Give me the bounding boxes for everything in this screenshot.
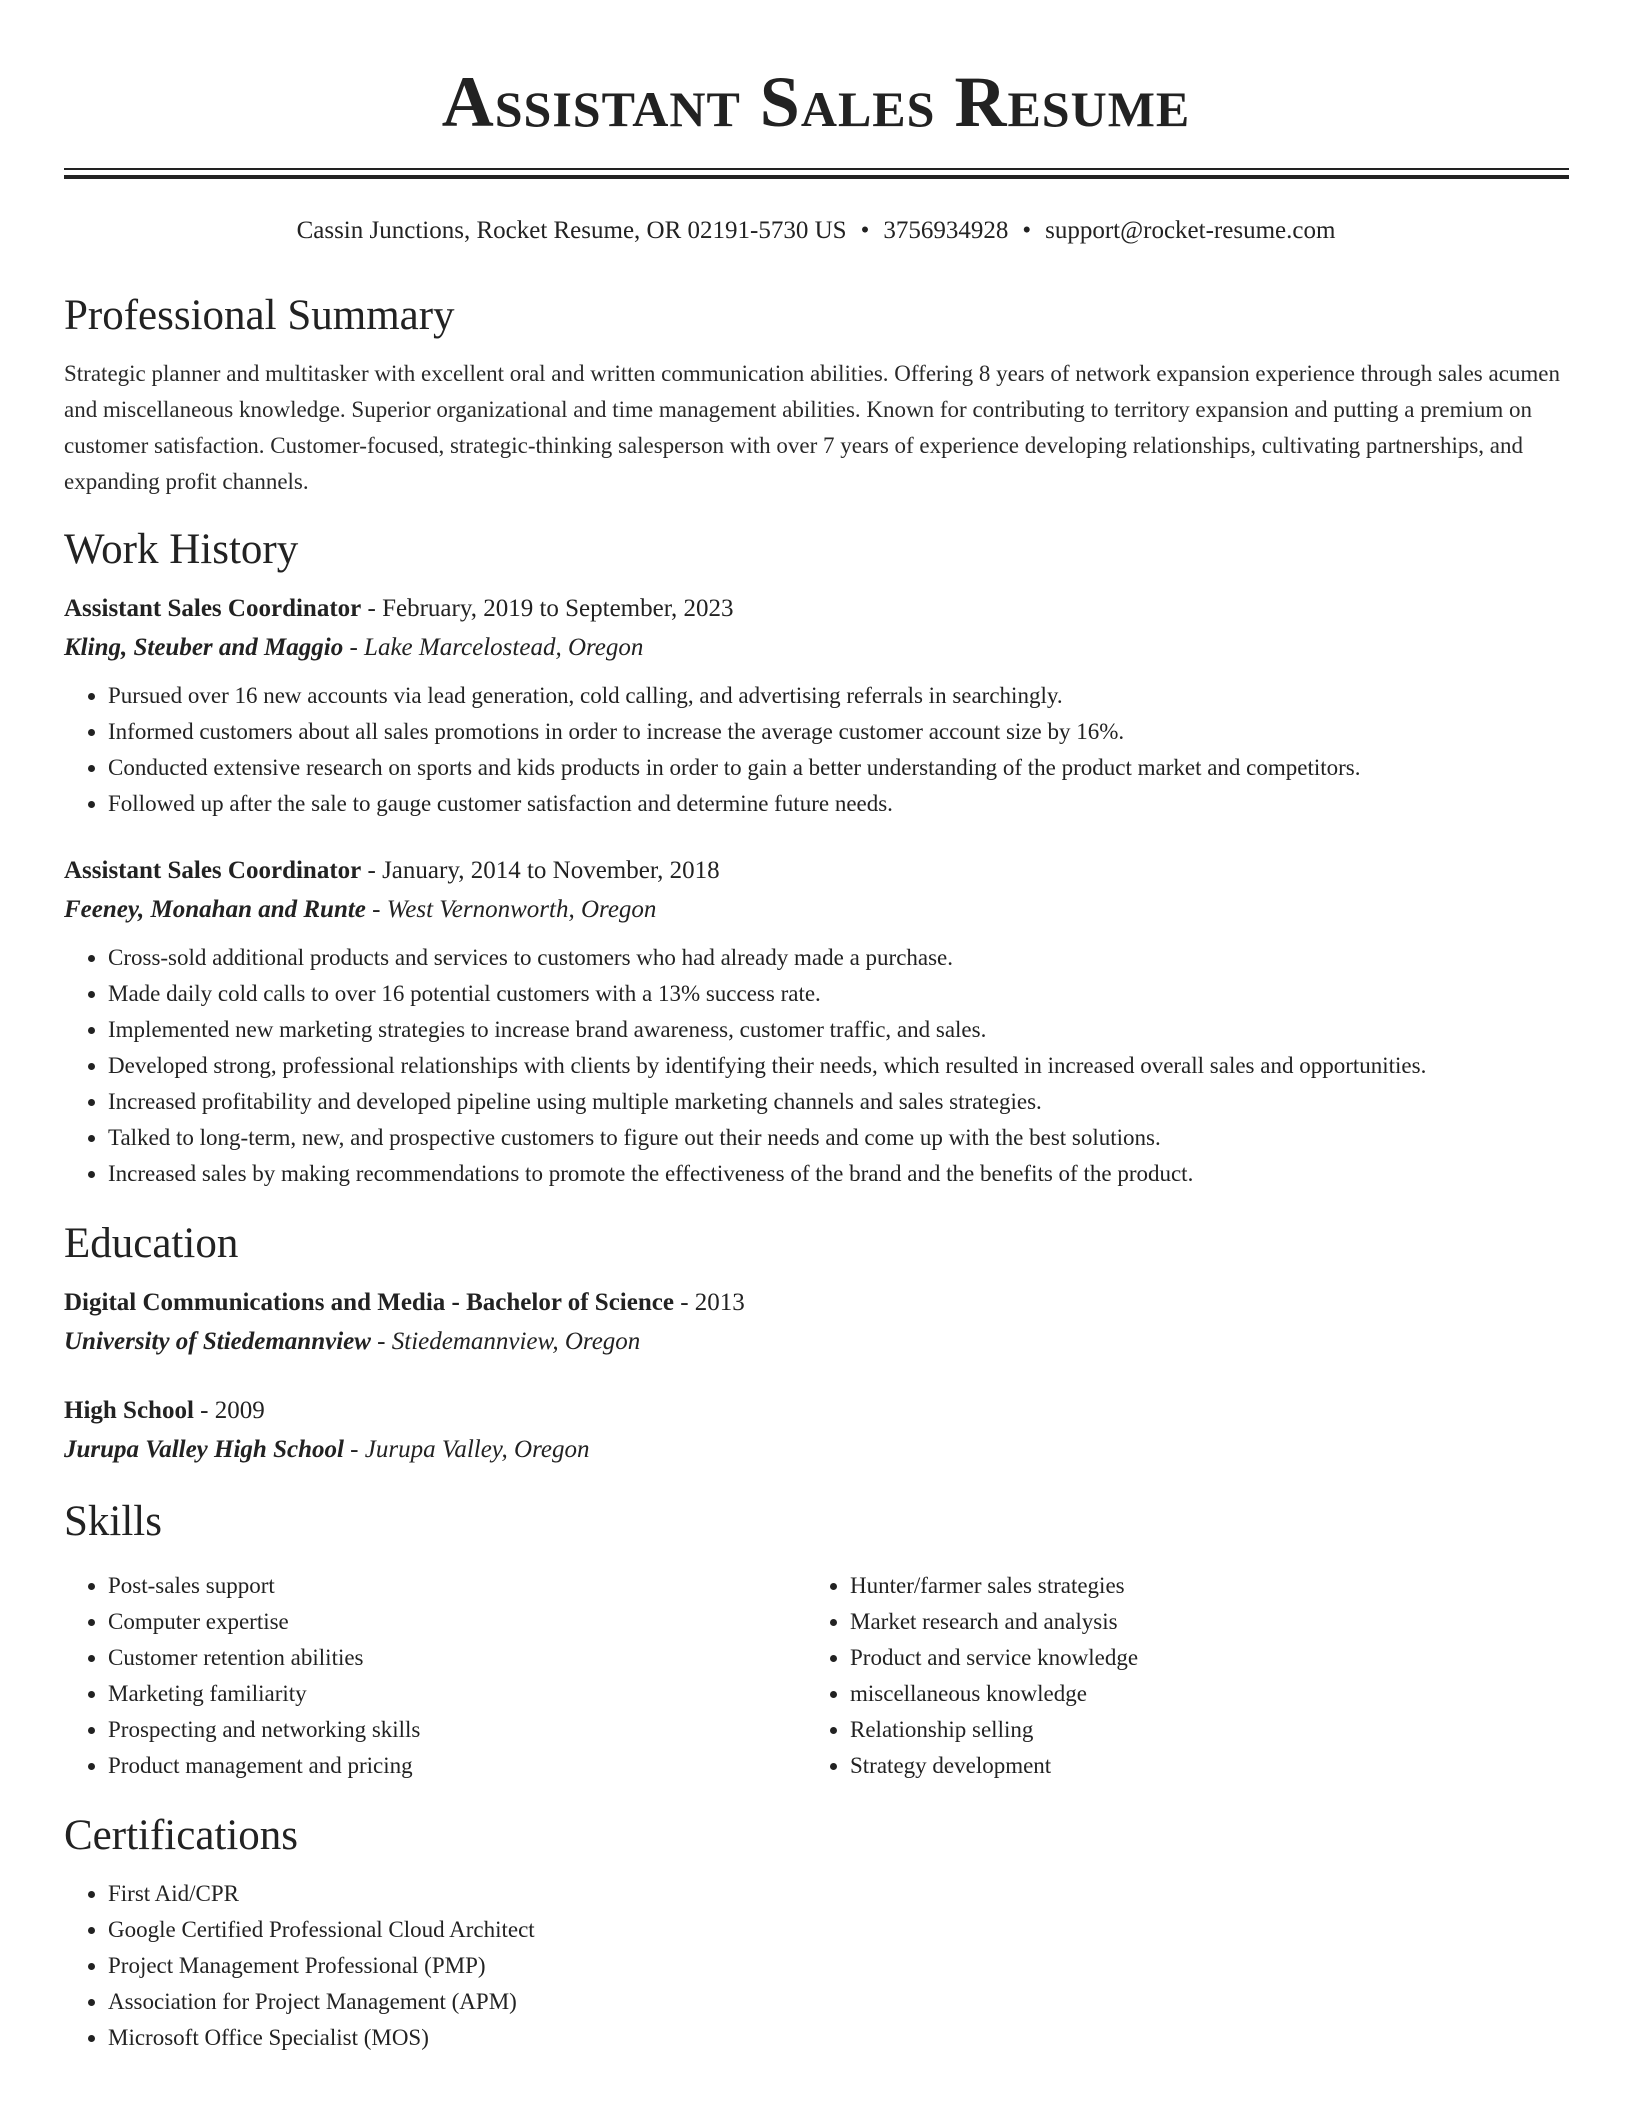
section-heading-education: Education <box>64 1220 239 1267</box>
list-item: • Followed up after the sale to gauge customer satisfaction and determine future needs. <box>108 786 1569 822</box>
education-school-line <box>64 1430 1569 1470</box>
list-item: • Project Management Professional (PMP) <box>108 1948 1569 1984</box>
job-dates: - February, 2019 to September, 2023 <box>361 595 734 622</box>
education-school: Jurupa Valley High School <box>64 1436 344 1463</box>
certifications-section <box>64 1810 1569 2056</box>
list-item: • Marketing familiarity <box>108 1676 806 1712</box>
education-location: - Stiedemannview, Oregon <box>370 1328 641 1355</box>
resume-body <box>64 290 1569 2056</box>
list-item: • Prospecting and networking skills <box>108 1712 806 1748</box>
job-dates: - January, 2014 to November, 2018 <box>361 857 720 884</box>
education-location: - Jurupa Valley, Oregon <box>343 1436 590 1463</box>
education-header <box>64 1392 1569 1430</box>
resume-title: Assistant Sales Resume <box>441 62 1191 142</box>
list-item: • Increased profitability and developed pipeline using multiple marketing channels and sales strategies. <box>108 1084 1569 1120</box>
education-degree: High School <box>64 1397 194 1424</box>
job-entry <box>64 590 1569 822</box>
list-item: • Informed customers about all sales promotions in order to increase the average customer account size by 16%. <box>108 714 1569 750</box>
contact-separator: • <box>1022 217 1032 244</box>
list-item: • Made daily cold calls to over 16 potential customers with a 13% success rate. <box>108 976 1569 1012</box>
summary-section <box>64 290 1569 500</box>
list-item: • Relationship selling <box>850 1712 1548 1748</box>
list-item: • Customer retention abilities <box>108 1640 806 1676</box>
list-item: • Conducted extensive research on sports and kids products in order to gain a better understanding of the product market and competitors. <box>108 750 1569 786</box>
section-heading-summary: Professional Summary <box>64 292 455 339</box>
list-item: • Developed strong, professional relationships with clients by identifying their needs, which resulted in increased overall sales and opportunities. <box>108 1048 1569 1084</box>
contact-address: Cassin Junctions, Rocket Resume, OR 02191-5730 US <box>296 217 847 244</box>
skills-list-left <box>64 1568 806 1784</box>
summary-text: Strategic planner and multitasker with excellent oral and written communication abilities. Offering 8 years of network expansion experience through sales acumen and miscellaneous knowledge. Superior organizational and time management abilities. Known for contributing to territory expansion and putting a premium on customer satisfaction. Customer-focused, strategic-thinking salesperson with over 7 years of experience developing relationships, cultivating partnerships, and expanding profit channels. <box>64 361 1560 494</box>
job-bullets <box>64 678 1569 822</box>
job-company: Feeney, Monahan and Runte <box>64 896 366 923</box>
list-item: • Microsoft Office Specialist (MOS) <box>108 2020 1569 2056</box>
list-item: • Talked to long-term, new, and prospective customers to figure out their needs and come up with the best solutions. <box>108 1120 1569 1156</box>
list-item: • Implemented new marketing strategies to increase brand awareness, customer traffic, and sales. <box>108 1012 1569 1048</box>
list-item: • Increased sales by making recommendations to promote the effectiveness of the brand and the benefits of the product. <box>108 1156 1569 1192</box>
education-school-line <box>64 1322 1569 1362</box>
job-bullets <box>64 940 1569 1192</box>
header-divider-thin <box>64 168 1569 170</box>
job-location: - West Vernonworth, Oregon <box>365 896 657 923</box>
job-title: Assistant Sales Coordinator <box>64 595 362 622</box>
education-degree: Digital Communications and Media - Bachelor of Science <box>64 1289 674 1316</box>
list-item: • Google Certified Professional Cloud Architect <box>108 1912 1569 1948</box>
job-title: Assistant Sales Coordinator <box>64 857 362 884</box>
header-divider-thick <box>64 175 1569 179</box>
list-item: • First Aid/CPR <box>108 1876 1569 1912</box>
section-heading-work: Work History <box>64 526 299 573</box>
education-section <box>64 1218 1569 1470</box>
job-employer <box>64 890 1569 930</box>
list-item: • Pursued over 16 new accounts via lead generation, cold calling, and advertising referrals in searchingly. <box>108 678 1569 714</box>
list-item: • Computer expertise <box>108 1604 806 1640</box>
list-item: • Product management and pricing <box>108 1748 806 1784</box>
skills-section <box>64 1496 1569 1784</box>
list-item: • Product and service knowledge <box>850 1640 1548 1676</box>
contact-email: support@rocket-resume.com <box>1045 217 1336 244</box>
section-heading-certifications: Certifications <box>64 1812 299 1859</box>
job-employer <box>64 628 1569 668</box>
job-company: Kling, Steuber and Maggio <box>64 634 344 661</box>
job-entry <box>64 852 1569 1192</box>
skills-list-right <box>806 1568 1548 1784</box>
list-item: • Hunter/farmer sales strategies <box>850 1568 1548 1604</box>
contact-line <box>0 216 1632 246</box>
job-header <box>64 590 1569 628</box>
work-section <box>64 524 1569 1192</box>
education-entry <box>64 1392 1569 1470</box>
list-item: • Strategy development <box>850 1748 1548 1784</box>
list-item: • miscellaneous knowledge <box>850 1676 1548 1712</box>
list-item: • Association for Project Management (APM) <box>108 1984 1569 2020</box>
job-header <box>64 852 1569 890</box>
list-item: • Cross-sold additional products and services to customers who had already made a purchase. <box>108 940 1569 976</box>
section-heading-skills: Skills <box>64 1498 162 1545</box>
list-item: • Market research and analysis <box>850 1604 1548 1640</box>
list-item: • Post-sales support <box>108 1568 806 1604</box>
skills-columns <box>64 1562 1569 1784</box>
certifications-list <box>64 1876 1569 2056</box>
education-year: - 2009 <box>193 1397 265 1424</box>
job-location: - Lake Marcelostead, Oregon <box>343 634 644 661</box>
education-entry <box>64 1284 1569 1362</box>
education-header <box>64 1284 1569 1322</box>
contact-phone: 3756934928 <box>883 217 1009 244</box>
education-year: - 2013 <box>673 1289 745 1316</box>
education-school: University of Stiedemannview <box>64 1328 371 1355</box>
contact-separator: • <box>860 217 870 244</box>
